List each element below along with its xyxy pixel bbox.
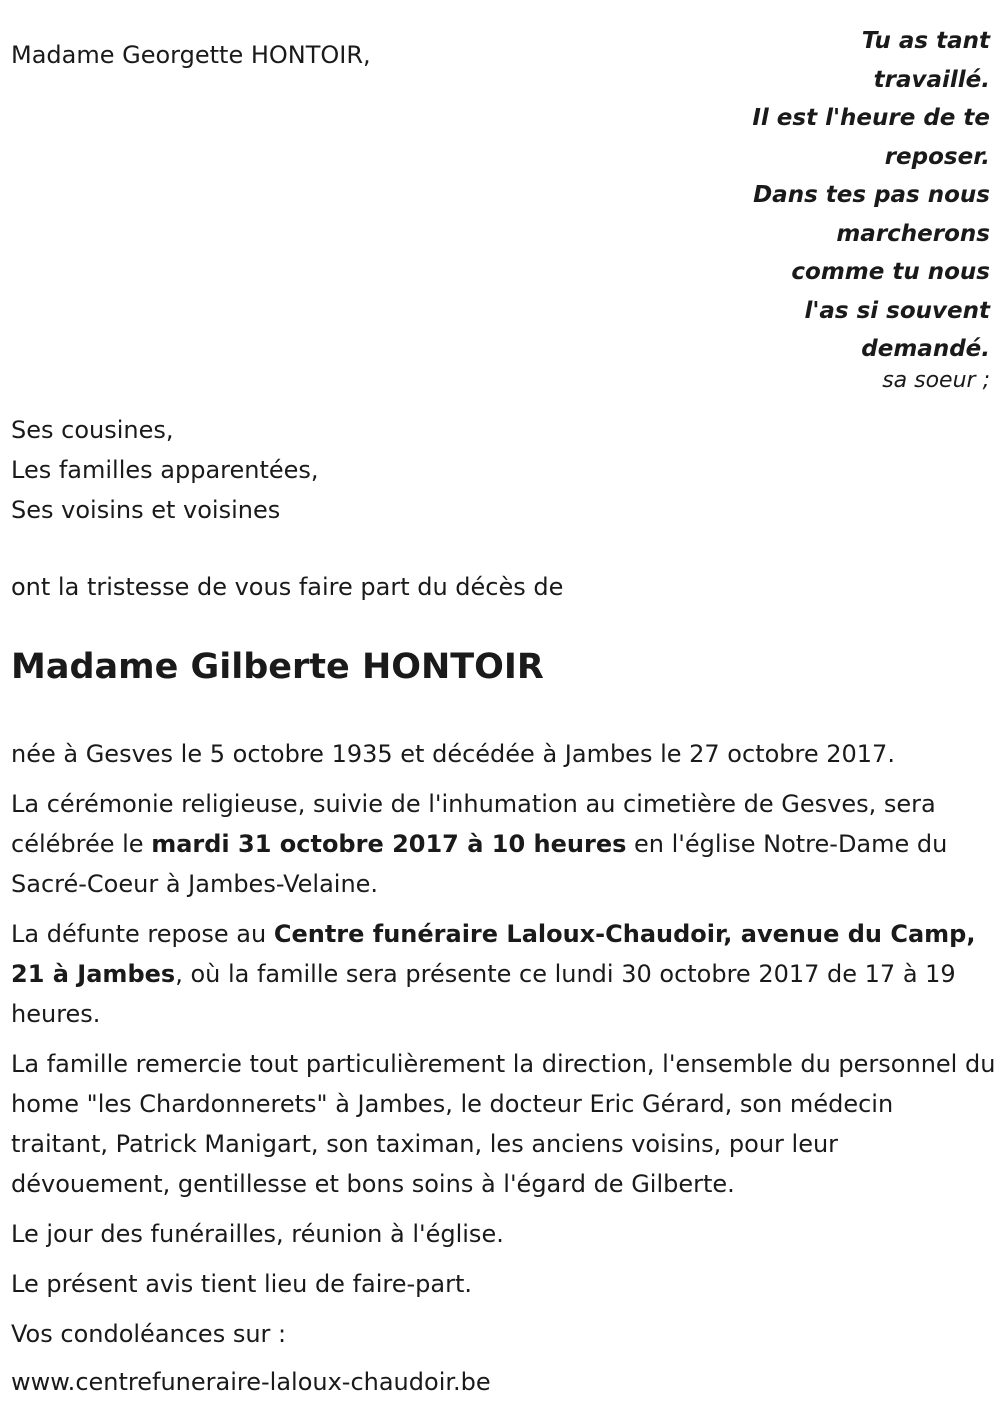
announcement-intro: ont la tristesse de vous faire part du décès de bbox=[11, 573, 564, 601]
rest-paragraph bbox=[11, 914, 996, 1034]
rest-visiting-hours: , où la famille sera présente ce lundi 30 octobre 2017 de 17 à 19 heures. bbox=[11, 960, 956, 1028]
rest-place: Centre funéraire Laloux-Chaudoir, avenue du Camp, 21 à Jambes bbox=[11, 920, 976, 988]
condolences-paragraph: Vos condoléances sur : bbox=[11, 1320, 287, 1348]
ceremony-date: mardi 31 octobre 2017 à 10 heures bbox=[151, 830, 627, 858]
notice-paragraph: Le présent avis tient lieu de faire-part. bbox=[11, 1270, 473, 1298]
poem-line: demandé. bbox=[861, 336, 990, 362]
website-link[interactable]: www.centrefuneraire-laloux-chaudoir.be bbox=[11, 1368, 491, 1396]
ceremony-paragraph bbox=[11, 784, 996, 904]
opening-name: Madame Georgette HONTOIR, bbox=[11, 41, 371, 69]
obituary-details bbox=[11, 734, 996, 1364]
poem-line: marcherons bbox=[836, 220, 990, 247]
deceased-name: Madame Gilberte HONTOIR bbox=[11, 647, 544, 687]
poem-line: Dans tes pas nous bbox=[753, 182, 990, 208]
poem-signature: sa soeur ; bbox=[882, 367, 990, 393]
ceremony-text: La cérémonie religieuse, suivie de l'inhumation au cimetière de Gesves, sera célébrée le bbox=[11, 790, 936, 858]
family-list bbox=[11, 410, 319, 530]
thanks-paragraph: La famille remercie tout particulièrement la direction, l'ensemble du personnel du home "les Chardonnerets" à Jambes, le docteur Eric Gérard, son médecin traitant, Patrick Manigart, son taximan, les anciens voisins, pour leur dévouement, gentillesse et bons soins à l'égard de Gilberte. bbox=[11, 1050, 996, 1198]
rest-text: La défunte repose au bbox=[11, 920, 274, 948]
poem-line: reposer. bbox=[884, 143, 990, 170]
poem-line: Il est l'heure de te bbox=[752, 105, 990, 131]
poem-line: l'as si souvent bbox=[804, 297, 990, 324]
family-line: Les familles apparentées, bbox=[11, 456, 319, 484]
ceremony-location: en l'église Notre-Dame du Sacré-Coeur à Jambes-Velaine. bbox=[11, 830, 948, 898]
poem-line: Tu as tant bbox=[861, 28, 990, 54]
poem bbox=[730, 22, 990, 396]
meeting-paragraph: Le jour des funérailles, réunion à l'église. bbox=[11, 1220, 504, 1248]
poem-line: comme tu nous bbox=[791, 259, 990, 285]
birth-death-paragraph: née à Gesves le 5 octobre 1935 et décédée à Jambes le 27 octobre 2017. bbox=[11, 740, 895, 768]
family-line: Ses cousines, bbox=[11, 416, 174, 444]
poem-line: travaillé. bbox=[873, 66, 990, 93]
family-line: Ses voisins et voisines bbox=[11, 496, 281, 524]
